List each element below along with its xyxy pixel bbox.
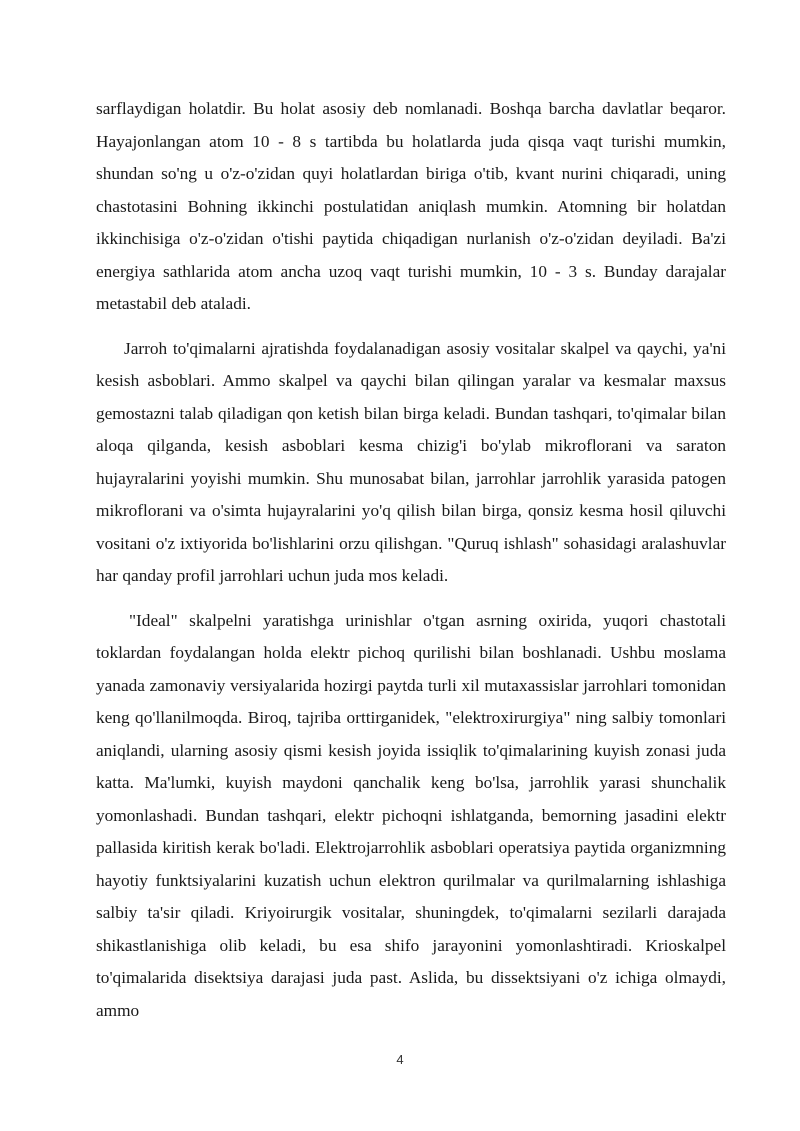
page-number: 4 bbox=[396, 1052, 404, 1067]
paragraph-atom-states: sarflaydigan holatdir. Bu holat asosiy deb nomlanadi. Boshqa barcha davlatlar beqaror. Hayajonlangan atom 10 - 8 s tartibda bu holatlarda juda qisqa vaqt turishi mumkin, shundan so'ng u o'z-o'zidan quyi holatlardan biriga o'tib, kvant nurini chiqaradi, uning chastotasini Bohning ikkinchi postulatidan aniqlash mumkin. Atomning bir holatdan ikkinchisiga o'z-o'zidan o'tishi paytida chiqadigan nurlanish o'z-o'zidan deyiladi. Ba'zi energiya sathlarida atom ancha uzoq vaqt turishi mumkin, 10 - 3 s. Bunday darajalar metastabil deb ataladi. bbox=[96, 99, 726, 313]
paragraph-ideal-scalpel: "Ideal" skalpelni yaratishga urinishlar o'tgan asrning oxirida, yuqori chastotali toklardan foydalangan holda elektr pichoq qurilishi bilan boshlanadi. Ushbu moslama yanada zamonaviy versiyalarida hozirgi paytda turli xil mutaxassislar jarrohlari tomonidan keng qo'llanilmoqda. Biroq, tajriba orttirganidek, "elektroxirurgiya" ning salbiy tomonlari aniqlandi, ularning asosiy qismi kesish joyida issiqlik to'qimalarining kuyish zonasi juda katta. Ma'lumki, kuyish maydoni qanchalik keng bo'lsa, jarrohlik yarasi shunchalik yomonlashadi. Bundan tashqari, elektr pichoqni ishlatganda, bemorning jasadini elektr pallasida kiritish kerak bo'ladi. Elektrojarrohlik asboblari operatsiya paytida organizmning hayotiy funktsiyalarini kuzatish uchun elektron qurilmalar va qurilmalarning ishlashiga salbiy ta'sir qiladi. Kriyoirurgik vositalar, shuningdek, to'qimalarni sezilarli darajada shikastlanishiga olib keladi, bu esa shifo jarayonini yomonlashtiradi. Krioskalpel to'qimalarida disektsiya darajasi juda past. Aslida, bu dissektsiyani o'z ichiga olmaydi, ammo bbox=[96, 610, 726, 1020]
paragraph-surgical-tools: Jarroh to'qimalarni ajratishda foydalanadigan asosiy vositalar skalpel va qaychi, ya'ni kesish asboblari. Ammo skalpel va qaychi bilan qilingan yaralar va kesmalar maxsus gemostazni talab qiladigan qon ketish bilan birga keladi. Bundan tashqari, to'qimalar bilan aloqa qilganda, kesish asboblari kesma chizig'i bo'ylab mikroflorani va saraton hujayralarini yoyishi mumkin. Shu munosabat bilan, jarrohlar jarrohlik yarasida patogen mikroflorani va o'simta hujayralarini yo'q qilish bilan birga, qonsiz kesma hosil qiluvchi vositani o'z ixtiyorida bo'lishlarini orzu qilishgan. "Quruq ishlash" sohasidagi aralashuvlar har qanday profil jarrohlari uchun juda mos keladi. bbox=[96, 338, 726, 585]
document-body bbox=[96, 93, 726, 1027]
